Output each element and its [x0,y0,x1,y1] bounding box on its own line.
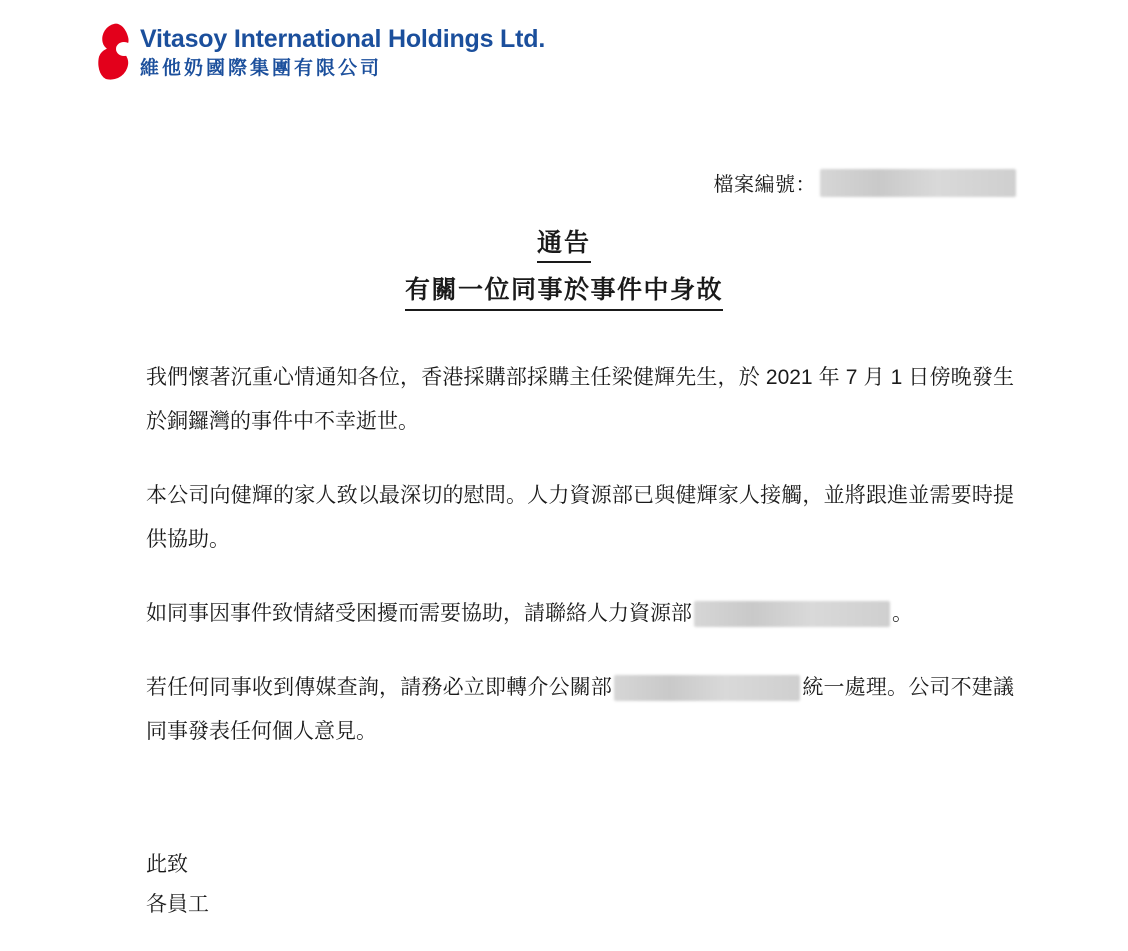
letterhead-company-names [140,22,545,81]
title-block [0,228,1128,311]
closing-line-1: 此致 [146,853,188,876]
body-paragraph-3-text-before: 如同事因事件致情緒受困擾而需要協助，請聯絡人力資源部 [146,602,692,625]
letterhead [96,22,545,84]
pr-contact-redaction [614,675,800,701]
company-name-english: Vitasoy International Holdings Ltd. [140,25,546,53]
closing-line-2: 各員工 [146,893,209,916]
document-subtitle: 有關一位同事於事件中身故 [405,275,723,310]
vitasoy-flame-logo-icon [96,22,134,84]
body-paragraph-4 [146,666,1014,754]
body-paragraph-4-text-before: 若任何同事收到傳媒查詢，請務必立即轉介公關部 [146,676,613,699]
body-paragraph-1: 我們懷著沉重心情通知各位，香港採購部採購主任梁健輝先生，於 2021 年 7 月 1 日傍晚發生於銅鑼灣的事件中不幸逝世。 [146,366,1014,433]
file-number-row [714,168,1017,197]
closing-block [146,845,209,925]
body-paragraph-2: 本公司向健輝的家人致以最深切的慰問。人力資源部已與健輝家人接觸，並將跟進並需要時提供協助。 [146,484,1014,551]
document-body [146,356,1014,754]
company-name-chinese: 維他奶國際集團有限公司 [140,57,383,79]
body-paragraph-3-text-after: 。 [892,602,913,625]
file-number-redaction [820,169,1016,197]
document-title: 通告 [537,228,591,263]
file-number-label: 檔案編號： [713,174,816,196]
hr-contact-redaction [694,601,890,627]
body-paragraph-4-text-after: 統一處理。公司不建議同事發表任何個人意見。 [146,676,1014,743]
body-paragraph-3 [146,592,1014,636]
